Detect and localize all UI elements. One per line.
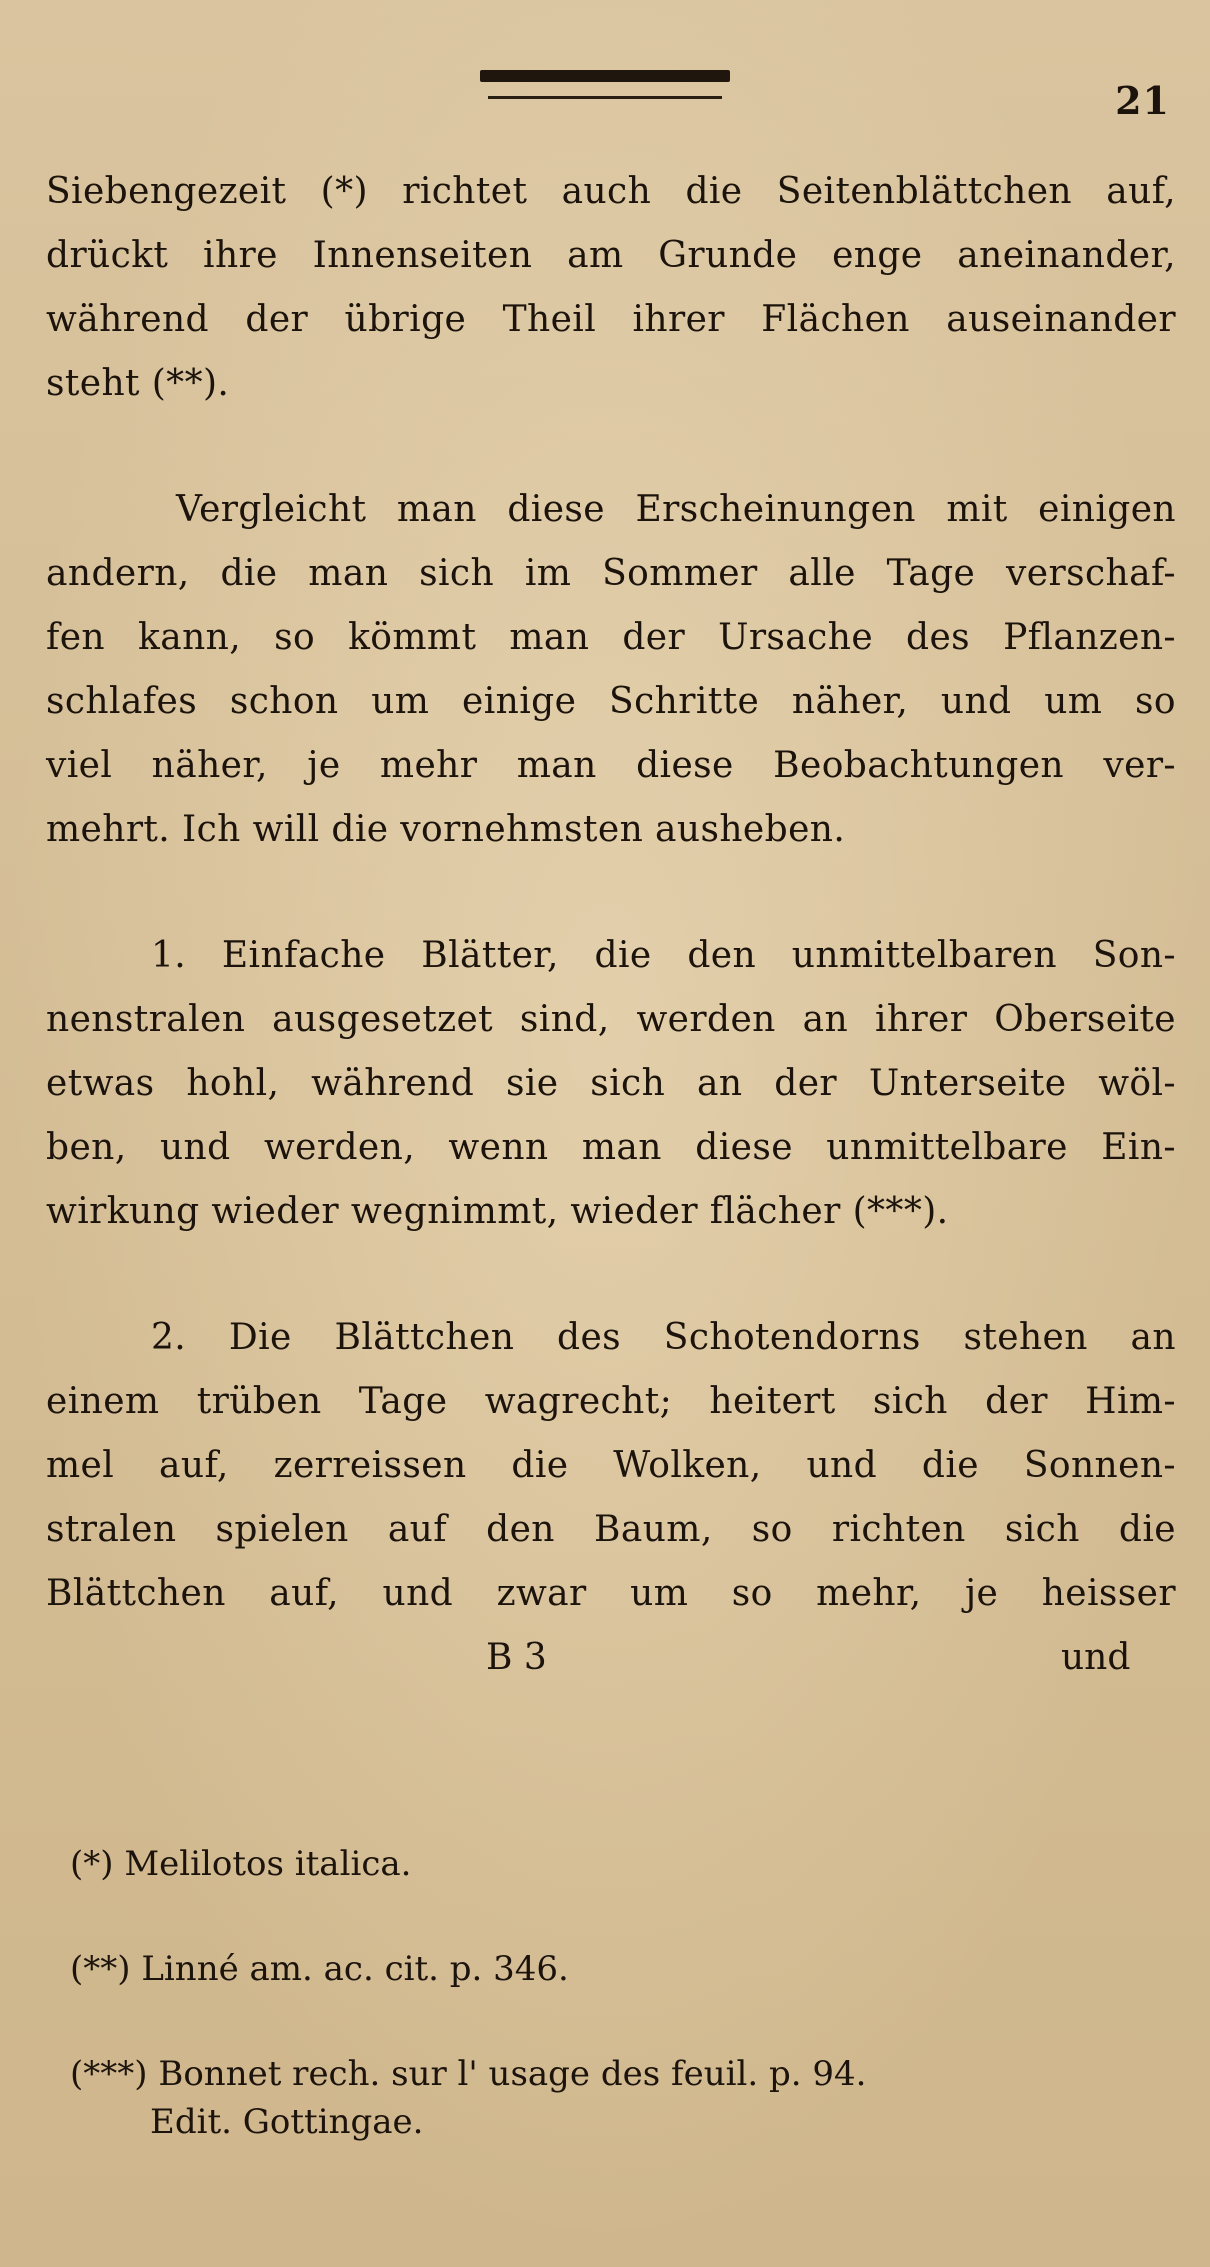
- paragraph-gap: [46, 416, 1176, 478]
- text-line: mehrt. Ich will die vornehmsten ausheben.: [46, 809, 846, 850]
- text-line: ben, und werden, wenn man diese unmittelbare Ein-: [46, 1127, 1176, 1168]
- text-line: während der übrige Theil ihrer Flächen auseinander: [46, 299, 1176, 340]
- signature-line: [46, 1626, 1176, 1690]
- paragraph-gap: [46, 862, 1176, 924]
- text-line: andern, die man sich im Sommer alle Tage verschaf-: [46, 553, 1176, 594]
- main-text: [46, 160, 1176, 1690]
- text-line: etwas hohl, während sie sich an der Unterseite wöl-: [46, 1063, 1176, 1104]
- page-number: 21: [1115, 78, 1170, 123]
- footnote: [70, 1840, 1170, 1888]
- text-line: drückt ihre Innenseiten am Grunde enge aneinander,: [46, 235, 1176, 276]
- footnotes: [70, 1840, 1170, 2203]
- footnote: [70, 1945, 1170, 1993]
- catchword: und: [1061, 1637, 1131, 1678]
- footnote: [70, 2050, 1170, 2146]
- text-line: fen kann, so kömmt man der Ursache des Pflanzen-: [46, 617, 1176, 658]
- footnote-text: Melilotos italica.: [124, 1844, 412, 1884]
- signature-mark: B 3: [486, 1637, 547, 1678]
- text-line: wirkung wieder wegnimmt, wieder flächer (***).: [46, 1191, 949, 1232]
- text-line: viel näher, je mehr man diese Beobachtungen ver-: [46, 745, 1176, 786]
- text-line: Blättchen auf, und zwar um so mehr, je heisser: [46, 1573, 1176, 1614]
- header-rule-thick: [480, 70, 730, 82]
- header-rule-thin: [488, 96, 722, 99]
- text-line: Siebengezeit (*) richtet auch die Seitenblättchen auf,: [46, 171, 1176, 212]
- footnote-mark: (*): [70, 1844, 114, 1884]
- text-line: einem trüben Tage wagrecht; heitert sich der Him-: [46, 1381, 1176, 1422]
- text-line: nenstralen ausgesetzet sind, werden an ihrer Oberseite: [46, 999, 1176, 1040]
- footnote-text: Linné am. ac. cit. p. 346.: [141, 1949, 569, 1989]
- text-line: stralen spielen auf den Baum, so richten sich die: [46, 1509, 1176, 1550]
- text-line: 2. Die Blättchen des Schotendorns stehen an: [151, 1317, 1176, 1358]
- footnote-text: Bonnet rech. sur l' usage des feuil. p. 94.: [158, 2054, 867, 2094]
- footnote-mark: (**): [70, 1949, 131, 1989]
- text-line: Vergleicht man diese Erscheinungen mit einigen: [176, 489, 1176, 530]
- text-line: steht (**).: [46, 363, 230, 404]
- paragraph-gap: [46, 1244, 1176, 1306]
- text-line: schlafes schon um einige Schritte näher, und um so: [46, 681, 1176, 722]
- text-line: 1. Einfache Blätter, die den unmittelbaren Son-: [151, 935, 1176, 976]
- footnote-continuation: Edit. Gottingae.: [150, 2102, 424, 2142]
- footnote-mark: (***): [70, 2054, 148, 2094]
- text-line: mel auf, zerreissen die Wolken, und die Sonnen-: [46, 1445, 1176, 1486]
